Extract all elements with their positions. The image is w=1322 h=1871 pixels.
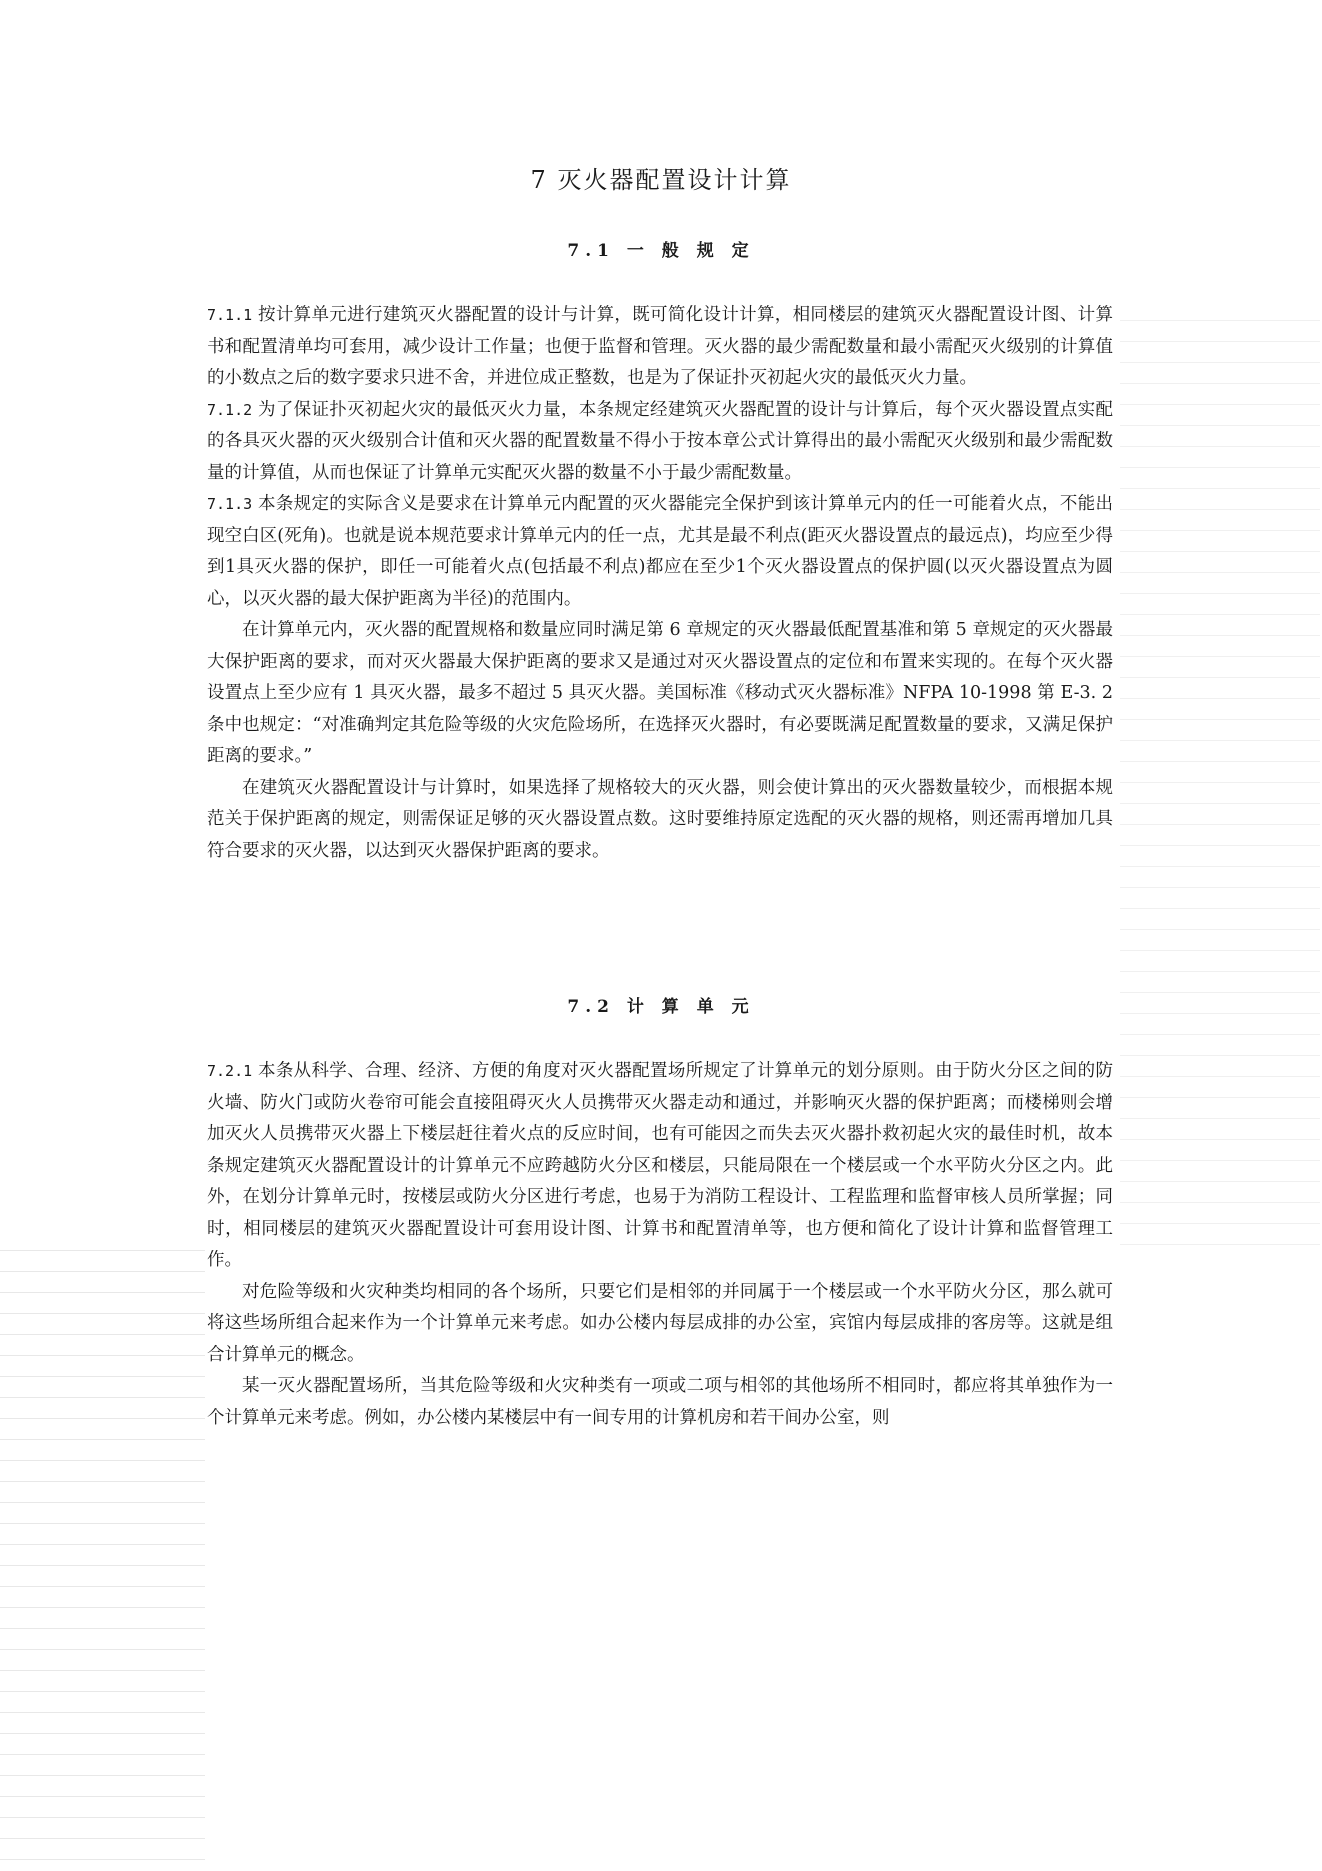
paragraph [207,615,1113,773]
scan-artifact [1120,300,1320,1250]
paragraph-text: 在计算单元内，灭火器的配置规格和数量应同时满足第 6 章规定的灭火器最低配置基准和第 5 章规定的灭火器最大保护距离的要求，而对灭火器最大保护距离的要求又是通过对灭火器设置点的定位和布置来实现的。在每个灭火器设置点上至少应有 1 具灭火器，最多不超过 5 具灭火器。美国标准《移动式灭火器标准》NFPA 10-1998 第 E-3. 2 条中也规定：“对准确判定其危险等级的火灾危险场所，在选择灭火器时，有必要既满足配置数量的要求，又满足保护距离的要求。” [207,620,1113,766]
clause-paragraph [207,489,1113,615]
clause-number: 7.1.1 [207,306,253,324]
clause-number: 7.1.3 [207,495,253,513]
paragraph-text: 为了保证扑灭初起火灾的最低灭火力量，本条规定经建筑灭火器配置的设计与计算后，每个灭火器设置点实配的各具灭火器的灭火级别合计值和灭火器的配置数量不得小于按本章公式计算得出的最小需配灭火级别和最少需配数量的计算值，从而也保证了计算单元实配灭火器的数量不小于最少需配数量。 [207,399,1113,483]
clause-number: 7.1.2 [207,400,253,419]
section-title: 7.2 计 算 单 元 [567,997,755,1017]
paragraph [207,1371,1113,1434]
paragraph-text: 某一灭火器配置场所，当其危险等级和火灾种类有一项或二项与相邻的其他场所不相同时，都应将其单独作为一个计算单元来考虑。例如，办公楼内某楼层中有一间专用的计算机房和若干间办公室，则 [207,1376,1113,1428]
scan-artifact [0,1230,205,1870]
section-title: 7.1 一 般 规 定 [567,241,755,261]
clause-paragraph [207,395,1113,490]
paragraph-text: 在建筑灭火器配置设计与计算时，如果选择了规格较大的灭火器，则会使计算出的灭火器数量较少，而根据本规范关于保护距离的规定，则需保证足够的灭火器设置点数。这时要维持原定选配的灭火器的规格，则还需再增加几具符合要求的灭火器，以达到灭火器保护距离的要求。 [207,777,1113,861]
clause-paragraph [207,300,1113,395]
paragraph-text: 按计算单元进行建筑灭火器配置的设计与计算，既可简化设计计算，相同楼层的建筑灭火器配置设计图、计算书和配置清单均可套用，减少设计工作量；也便于监督和管理。灭火器的最少需配数量和最小需配灭火级别的计算值的小数点之后的数字要求只进不舍，并进位成正整数，也是为了保证扑灭初起火灾的最低灭火力量。 [207,305,1113,388]
clause-paragraph [207,1056,1113,1277]
chapter-title: 7 灭火器配置设计计算 [530,166,792,194]
paragraph-text: 本条规定的实际含义是要求在计算单元内配置的灭火器能完全保护到该计算单元内的任一可能着火点，不能出现空白区(死角)。也就是说本规范要求计算单元内的任一点，尤其是最不利点(距灭火器设置点的最远点)，均应至少得到1具灭火器的保护，即任一可能着火点(包括最不利点)都应在至少1个灭火器设置点的保护圆(以灭火器设置点为圆心，以灭火器的最大保护距离为半径)的范围内。 [207,494,1113,609]
paragraph [207,773,1113,868]
paragraph-text: 对危险等级和火灾种类均相同的各个场所，只要它们是相邻的并同属于一个楼层或一个水平防火分区，那么就可将这些场所组合起来作为一个计算单元来考虑。如办公楼内每层成排的办公室，宾馆内每层成排的客房等。这就是组合计算单元的概念。 [207,1281,1113,1365]
paragraph [207,1277,1113,1372]
section-body [207,1056,1113,1434]
section-body [207,300,1113,867]
paragraph-text: 本条从科学、合理、经济、方便的角度对灭火器配置场所规定了计算单元的划分原则。由于防火分区之间的防火墙、防火门或防火卷帘可能会直接阻碍灭火人员携带灭火器走动和通过，并影响灭火器的保护距离；而楼梯则会增加灭火人员携带灭火器上下楼层赶往着火点的反应时间，也有可能因之而失去灭火器扑救初起火灾的最佳时机，故本条规定建筑灭火器配置设计的计算单元不应跨越防火分区和楼层，只能局限在一个楼层或一个水平防火分区之内。此外，在划分计算单元时，按楼层或防火分区进行考虑，也易于为消防工程设计、工程监理和监督审核人员所掌握；同时，相同楼层的建筑灭火器配置设计可套用设计图、计算书和配置清单等，也方便和简化了设计计算和监督管理工作。 [207,1061,1113,1270]
clause-number: 7.2.1 [207,1062,253,1080]
